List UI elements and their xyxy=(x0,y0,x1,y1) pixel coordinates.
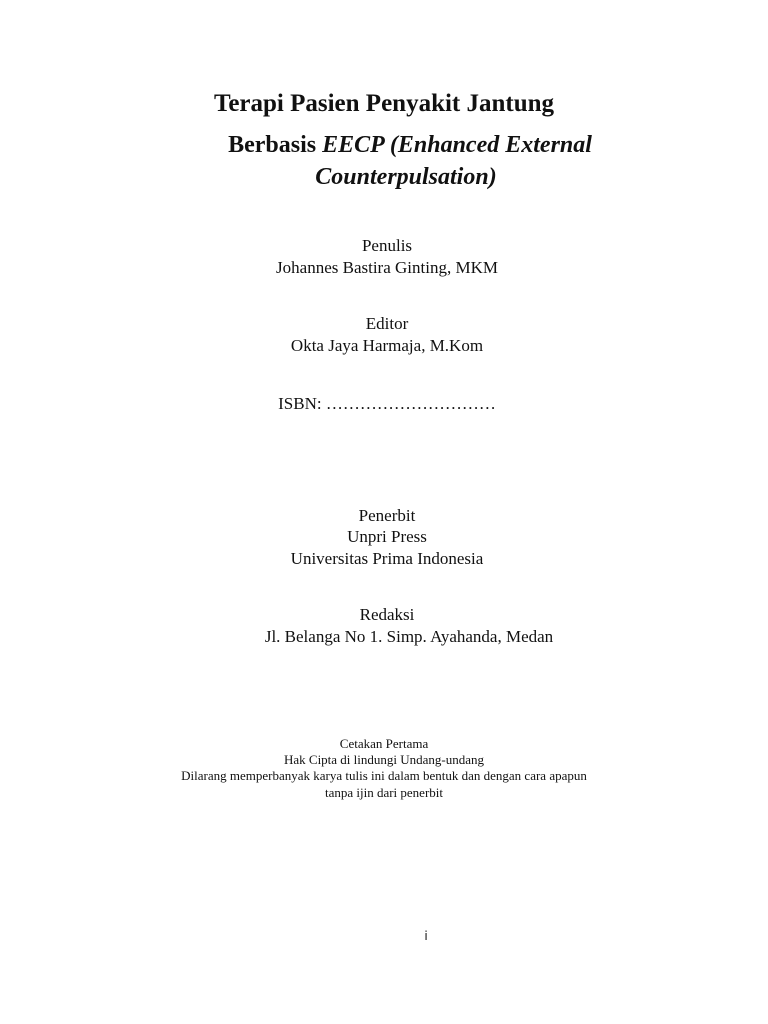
book-title-line-1: Terapi Pasien Penyakit Jantung xyxy=(213,90,555,117)
edition-note: Cetakan Pertama xyxy=(339,736,429,751)
permission-note: tanpa ijin dari penerbit xyxy=(324,785,444,800)
book-title-prefix: Berbasis xyxy=(228,132,317,158)
editor-name: Okta Jaya Harmaja, M.Kom xyxy=(290,336,484,355)
copyright-note: Hak Cipta di lindungi Undang-undang xyxy=(283,752,485,767)
book-title-line-2 xyxy=(26,132,768,159)
prohibition-note: Dilarang memperbanyak karya tulis ini dalam bentuk dan dengan cara apapun xyxy=(181,768,587,783)
publisher-institution: Universitas Prima Indonesia xyxy=(290,549,484,568)
author-label: Penulis xyxy=(361,236,413,255)
editorial-address: Jl. Belanga No 1. Simp. Ayahanda, Medan xyxy=(264,627,554,646)
book-title-line-3 xyxy=(22,164,768,191)
publisher-label: Penerbit xyxy=(358,506,416,525)
isbn-line: ISBN: ………………………… xyxy=(278,394,496,413)
editor-label: Editor xyxy=(365,314,409,333)
publisher-name: Unpri Press xyxy=(347,527,427,546)
page-number: i xyxy=(424,929,428,943)
book-title-italic-part: EECP (Enhanced External xyxy=(322,132,592,158)
editorial-label: Redaksi xyxy=(359,605,415,624)
book-title-italic-part-2: Counterpulsation) xyxy=(315,164,497,190)
author-name: Johannes Bastira Ginting, MKM xyxy=(276,258,498,277)
